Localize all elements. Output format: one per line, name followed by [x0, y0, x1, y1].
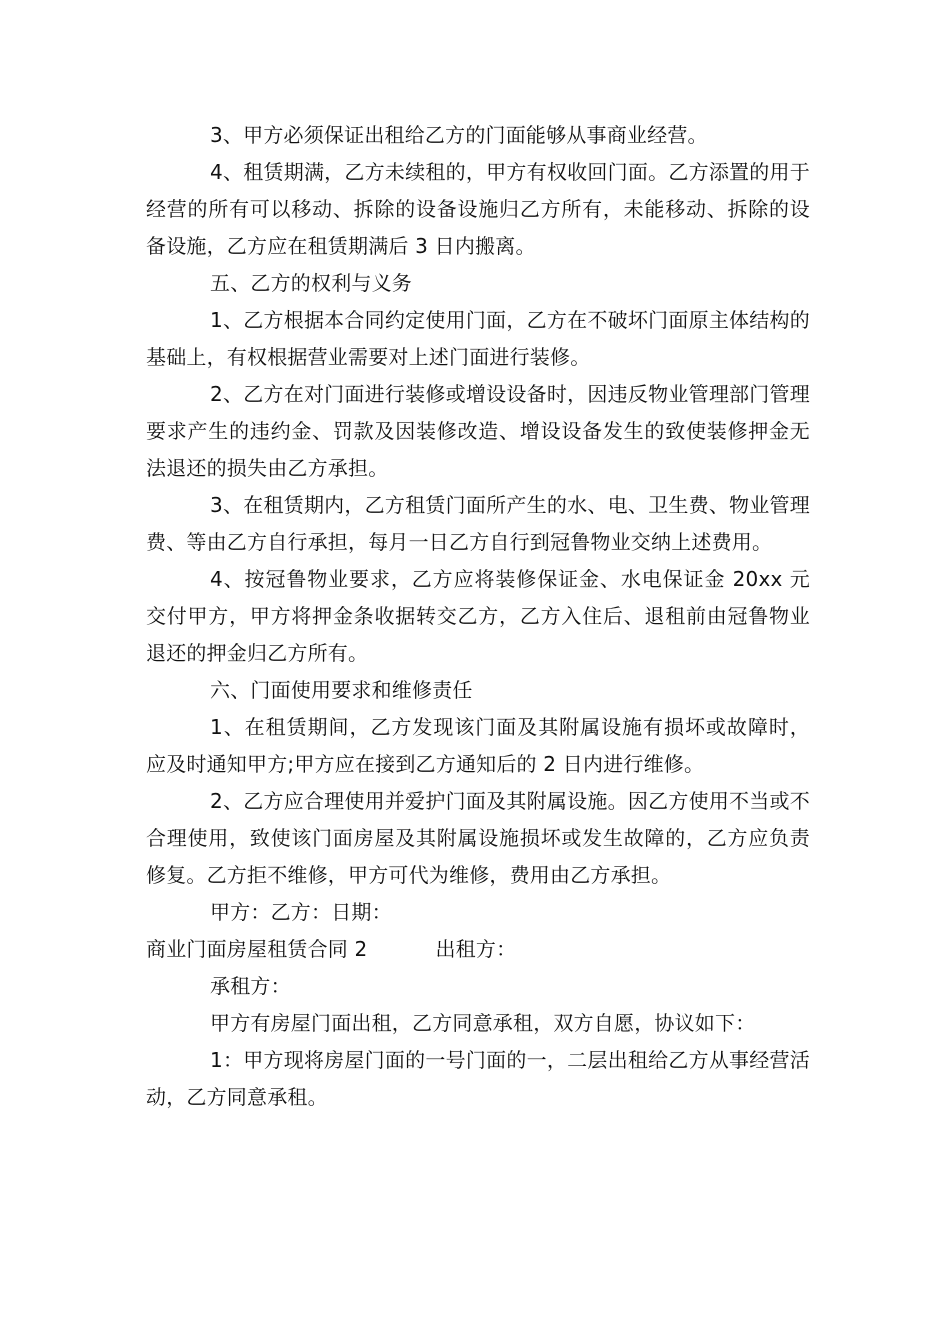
clause-3-storefront-use: 3、甲方必须保证出租给乙方的门面能够从事商业经营。: [210, 123, 708, 147]
clause-3-utility-fees: 3、在租赁期内，乙方租赁门面所产生的水、电、卫生费、物业管理费、等由乙方自行承担，每月一日乙方自行到冠鲁物业交纳上述费用。: [146, 493, 810, 554]
lessee-label: 承租方：: [210, 974, 291, 998]
section-heading-maintenance: 六、门面使用要求和维修责任: [210, 678, 473, 702]
contract-body: [146, 117, 810, 1116]
clause-1-repair-notice: 1、在租赁期间，乙方发现该门面及其附属设施有损坏或故障时， 应及时通知甲方;甲方应在接到乙方通知后的 2 日内进行维修。: [146, 715, 810, 776]
signature-line: 甲方：乙方：日期：: [210, 900, 392, 924]
section-heading-tenant-rights: 五、乙方的权利与义务: [210, 271, 412, 295]
contract2-title-line: [146, 931, 810, 968]
contract2-intro: 甲方有房屋门面出租，乙方同意承租，双方自愿，协议如下：: [210, 1011, 756, 1035]
clause-1-renovation: 1、乙方根据本合同约定使用门面，乙方在不破坏门面原主体结构的基础上，有权根据营业需要对上述门面进行装修。: [146, 308, 810, 369]
contract2-title: 商业门面房屋租赁合同 2: [146, 937, 368, 961]
clause-2-renovation-penalties: 2、乙方在对门面进行装修或增设设备时，因违反物业管理部门管理要求产生的违约金、罚款及因装修改造、增设设备发生的致使装修押金无法退还的损失由乙方承担。: [146, 382, 810, 480]
clause-4-deposit: 4、按冠鲁物业要求，乙方应将装修保证金、水电保证金 20xx 元交付甲方，甲方将押金条收据转交乙方，乙方入住后、退租前由冠鲁物业退还的押金归乙方所有。: [146, 567, 810, 665]
clause-2-proper-use: 2、乙方应合理使用并爱护门面及其附属设施。因乙方使用不当或不合理使用，致使该门面房屋及其附属设施损坏或发生故障的，乙方应负责修复。乙方拒不维修，甲方可代为维修，费用由乙方承担。: [146, 789, 810, 887]
contract2-clause-1: 1：甲方现将房屋门面的一号门面的一，二层出租给乙方从事经营活动，乙方同意承租。: [146, 1048, 810, 1109]
lessor-label: 出租方：: [435, 937, 517, 961]
clause-4-lease-expiry: 4、租赁期满，乙方未续租的，甲方有权收回门面。乙方添置的用于经营的所有可以移动、拆除的设备设施归乙方所有，未能移动、拆除的设备设施，乙方应在租赁期满后 3 日内搬离。: [146, 160, 810, 258]
